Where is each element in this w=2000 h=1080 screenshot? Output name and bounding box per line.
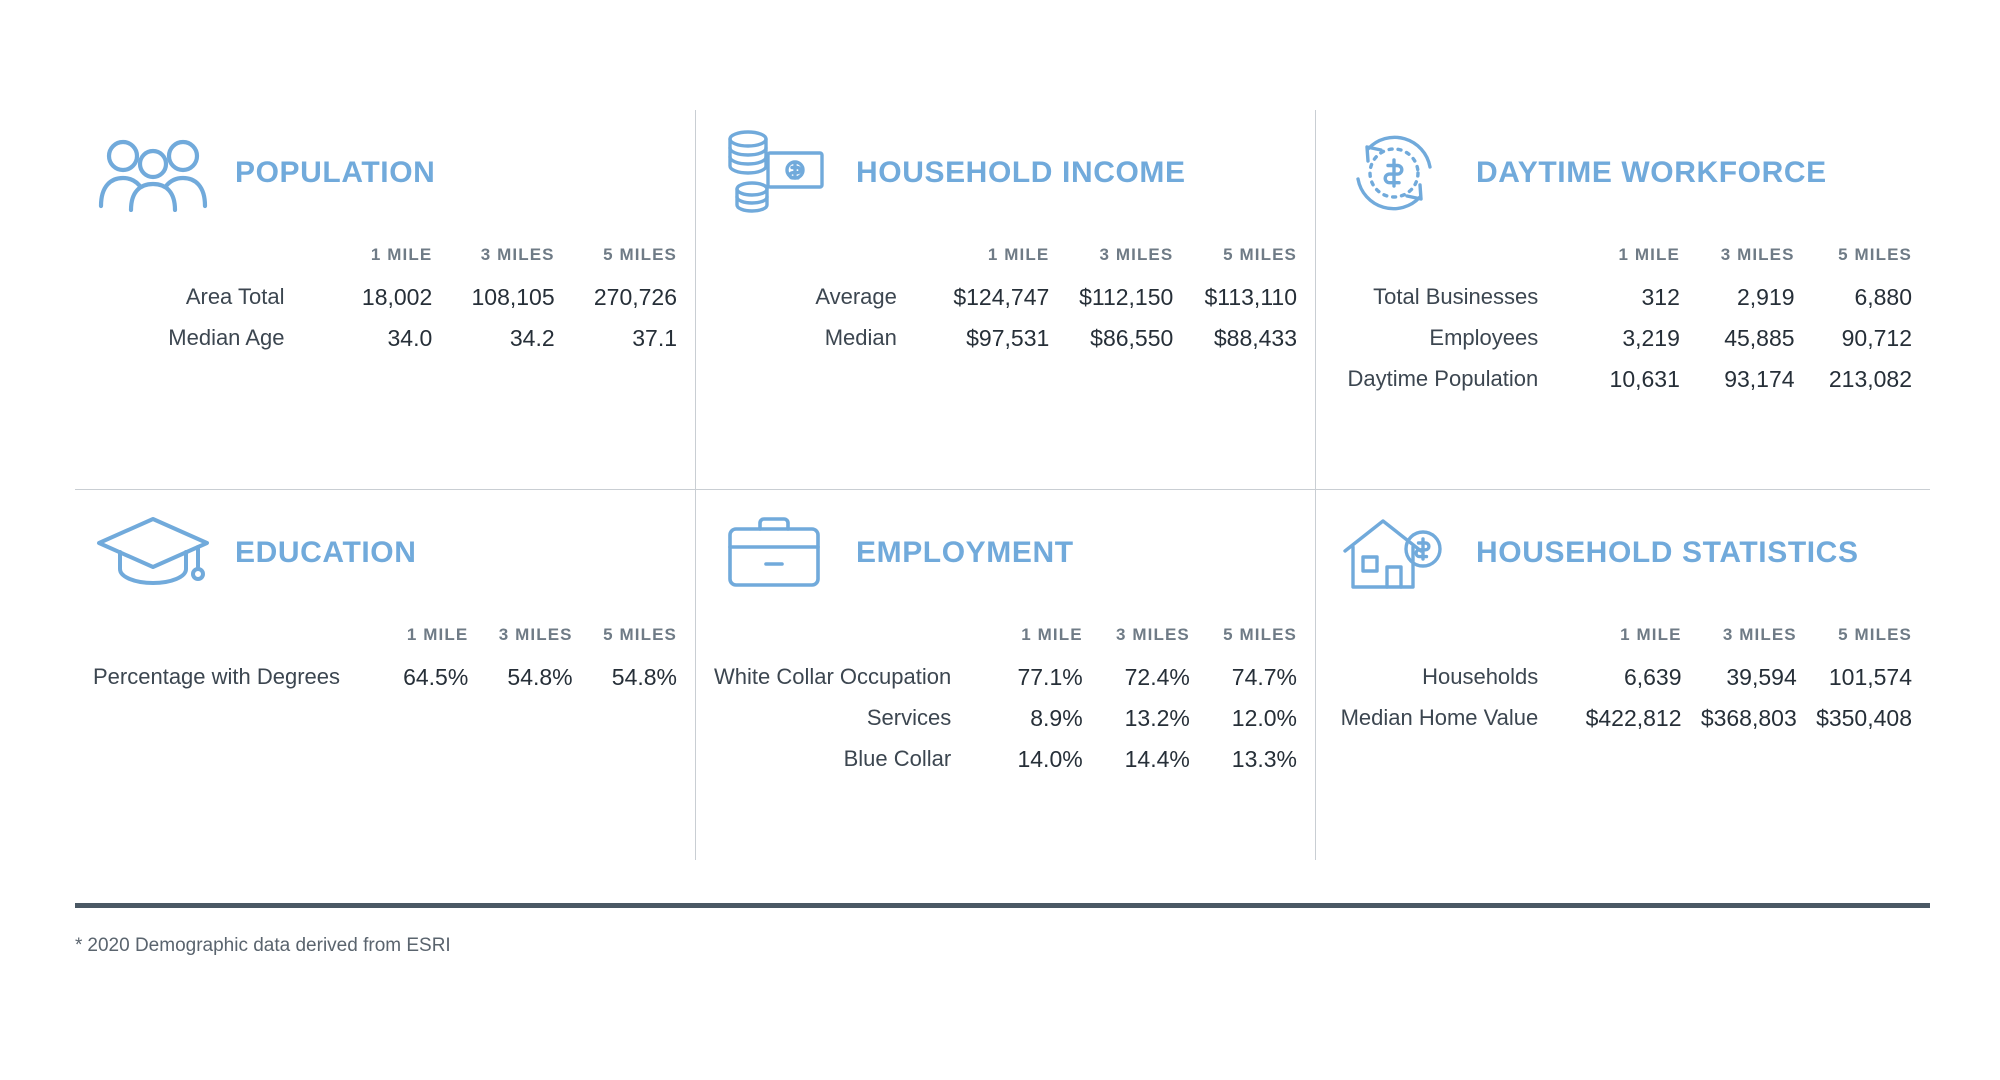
column-header: 5 MILES bbox=[603, 625, 677, 644]
table-row bbox=[1334, 318, 1912, 359]
column-header: 3 MILES bbox=[1099, 245, 1174, 264]
cell-value: 312 bbox=[1641, 284, 1680, 310]
column-header: 1 MILE bbox=[406, 625, 469, 644]
stats-table bbox=[1334, 618, 1912, 739]
table-row bbox=[1334, 657, 1912, 698]
cell-value: 93,174 bbox=[1724, 366, 1795, 392]
row-label-spacer bbox=[714, 618, 979, 657]
panel-household-statistics bbox=[1315, 490, 1930, 860]
panel-title: POPULATION bbox=[235, 156, 436, 190]
stats-table bbox=[93, 618, 677, 698]
cell-value: 108,105 bbox=[471, 284, 555, 310]
cell-value: 39,594 bbox=[1726, 664, 1797, 690]
column-header: 3 MILES bbox=[480, 245, 555, 264]
row-label: Area Total bbox=[185, 284, 285, 310]
row-label-spacer bbox=[93, 618, 368, 657]
cell-value: 270,726 bbox=[593, 284, 677, 310]
cell-value: 10,631 bbox=[1609, 366, 1680, 392]
cell-value: $368,803 bbox=[1700, 705, 1797, 731]
cell-value: 12.0% bbox=[1231, 705, 1297, 731]
panel-grid bbox=[75, 110, 1930, 860]
cell-value: 14.0% bbox=[1017, 746, 1083, 772]
dollar-cycle-icon bbox=[1334, 125, 1454, 221]
cell-value: 3,219 bbox=[1622, 325, 1680, 351]
table-header-row bbox=[1334, 618, 1912, 657]
column-header: 5 MILES bbox=[1223, 245, 1297, 264]
panel-daytime-workforce bbox=[1315, 110, 1930, 490]
cell-value: $113,110 bbox=[1204, 284, 1297, 310]
column-header: 1 MILE bbox=[987, 245, 1050, 264]
row-label: Total Businesses bbox=[1373, 284, 1539, 310]
table-row bbox=[714, 698, 1297, 739]
cell-value: 8.9% bbox=[1030, 705, 1083, 731]
panel-title: HOUSEHOLD INCOME bbox=[856, 156, 1186, 190]
table-header-row bbox=[93, 618, 677, 657]
row-label: Services bbox=[866, 705, 952, 731]
cell-value: 54.8% bbox=[611, 664, 677, 690]
row-label: Percentage with Degrees bbox=[93, 664, 341, 690]
cell-value: 74.7% bbox=[1231, 664, 1297, 690]
cell-value: $88,433 bbox=[1213, 325, 1297, 351]
row-label: Blue Collar bbox=[843, 746, 952, 772]
table-header-row bbox=[714, 618, 1297, 657]
column-header: 3 MILES bbox=[1116, 625, 1190, 644]
column-header: 5 MILES bbox=[1838, 625, 1912, 644]
table-header-row bbox=[93, 238, 677, 277]
cell-value: 213,082 bbox=[1828, 366, 1912, 392]
panel-header bbox=[1334, 110, 1912, 222]
cell-value: 13.2% bbox=[1124, 705, 1190, 731]
cell-value: 64.5% bbox=[403, 664, 469, 690]
stats-table bbox=[1334, 238, 1912, 400]
row-label: Median Age bbox=[168, 325, 285, 351]
column-header: 1 MILE bbox=[370, 245, 433, 264]
cell-value: 77.1% bbox=[1017, 664, 1083, 690]
column-header: 3 MILES bbox=[1720, 245, 1795, 264]
table-row bbox=[1334, 359, 1912, 400]
row-label-spacer bbox=[93, 238, 312, 277]
footnote bbox=[75, 935, 451, 957]
cell-value: $86,550 bbox=[1090, 325, 1174, 351]
column-header: 5 MILES bbox=[603, 245, 677, 264]
cell-value: 34.0 bbox=[387, 325, 433, 351]
panel-header bbox=[1334, 490, 1912, 602]
row-label: White Collar Occupation bbox=[714, 664, 952, 690]
stats-table bbox=[714, 618, 1297, 780]
stats-table bbox=[93, 238, 677, 359]
footnote-text: 2020 Demographic data derived from ESRI bbox=[87, 935, 451, 956]
cell-value: 2,919 bbox=[1736, 284, 1795, 310]
stats-table bbox=[714, 238, 1297, 359]
table-row bbox=[93, 657, 677, 698]
footer-divider bbox=[75, 903, 1930, 908]
footnote-asterisk: * bbox=[75, 935, 83, 956]
column-header: 5 MILES bbox=[1223, 625, 1297, 644]
column-header: 3 MILES bbox=[1722, 625, 1797, 644]
panel-title: EDUCATION bbox=[235, 536, 417, 570]
row-label-spacer bbox=[1334, 618, 1566, 657]
cell-value: $124,747 bbox=[953, 284, 1050, 310]
cell-value: 90,712 bbox=[1841, 325, 1912, 351]
cell-value: 101,574 bbox=[1828, 664, 1912, 690]
table-row bbox=[714, 657, 1297, 698]
table-header-row bbox=[1334, 238, 1912, 277]
cell-value: 45,885 bbox=[1724, 325, 1795, 351]
cell-value: 37.1 bbox=[632, 325, 677, 351]
cell-value: 54.8% bbox=[507, 664, 573, 690]
row-label: Daytime Population bbox=[1347, 366, 1539, 392]
cell-value: 6,639 bbox=[1623, 664, 1682, 690]
money-stack-icon bbox=[714, 125, 834, 221]
row-label-spacer bbox=[1334, 238, 1566, 277]
panel-title: DAYTIME WORKFORCE bbox=[1476, 156, 1827, 190]
people-group-icon bbox=[93, 125, 213, 221]
table-row bbox=[93, 277, 677, 318]
panel-household-income bbox=[695, 110, 1315, 490]
panel-header bbox=[93, 490, 677, 602]
table-row bbox=[1334, 277, 1912, 318]
column-header: 3 MILES bbox=[498, 625, 573, 644]
panel-education bbox=[75, 490, 695, 860]
panel-header bbox=[714, 490, 1297, 602]
cell-value: 6,880 bbox=[1854, 284, 1912, 310]
table-row bbox=[93, 318, 677, 359]
row-label-spacer bbox=[714, 238, 925, 277]
briefcase-icon bbox=[714, 505, 834, 601]
column-header: 1 MILE bbox=[1021, 625, 1083, 644]
cell-value: 72.4% bbox=[1124, 664, 1190, 690]
house-dollar-icon bbox=[1334, 505, 1454, 601]
table-row bbox=[714, 739, 1297, 780]
column-header: 1 MILE bbox=[1620, 625, 1682, 644]
panel-employment bbox=[695, 490, 1315, 860]
table-row bbox=[1334, 698, 1912, 739]
panel-title: HOUSEHOLD STATISTICS bbox=[1476, 536, 1859, 570]
row-label: Households bbox=[1422, 664, 1539, 690]
column-header: 1 MILE bbox=[1618, 245, 1680, 264]
row-label: Median Home Value bbox=[1340, 705, 1539, 731]
cell-value: 18,002 bbox=[361, 284, 433, 310]
cell-value: $97,531 bbox=[966, 325, 1050, 351]
cell-value: $422,812 bbox=[1585, 705, 1682, 731]
cell-value: 14.4% bbox=[1124, 746, 1190, 772]
cell-value: $350,408 bbox=[1816, 705, 1912, 731]
panel-header bbox=[714, 110, 1297, 222]
table-row bbox=[714, 277, 1297, 318]
graduation-cap-icon bbox=[93, 505, 213, 601]
row-label: Average bbox=[815, 284, 897, 310]
cell-value: $112,150 bbox=[1079, 284, 1174, 310]
cell-value: 13.3% bbox=[1231, 746, 1297, 772]
row-label: Employees bbox=[1429, 325, 1539, 351]
panel-population bbox=[75, 110, 695, 490]
row-label: Median bbox=[824, 325, 897, 351]
table-header-row bbox=[714, 238, 1297, 277]
cell-value: 34.2 bbox=[509, 325, 555, 351]
panel-title: EMPLOYMENT bbox=[856, 536, 1074, 570]
column-header: 5 MILES bbox=[1838, 245, 1912, 264]
table-row bbox=[714, 318, 1297, 359]
panel-header bbox=[93, 110, 677, 222]
